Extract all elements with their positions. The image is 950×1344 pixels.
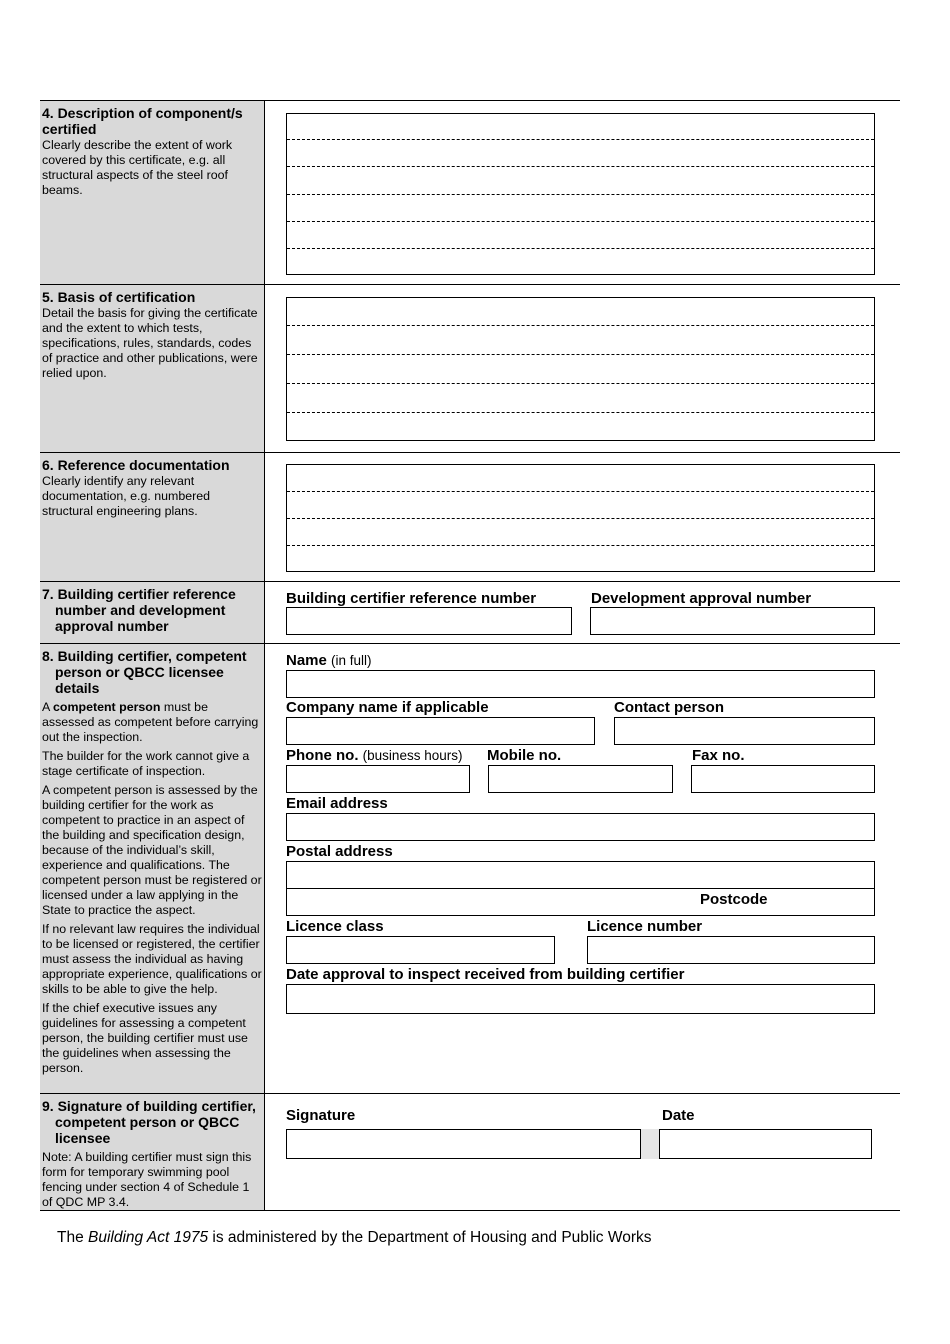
section-8-content — [265, 644, 900, 1093]
name-input[interactable] — [286, 670, 875, 698]
date-label: Date — [662, 1107, 695, 1124]
date-approval-input[interactable] — [286, 984, 875, 1014]
section-4-title: 4. Description of component/s certified — [42, 105, 243, 137]
section-9 — [40, 1093, 900, 1211]
contact-person-input[interactable] — [614, 717, 875, 745]
section-6-content — [265, 453, 900, 581]
development-approval-input[interactable] — [590, 607, 875, 635]
date-input[interactable] — [659, 1129, 872, 1159]
mobile-input[interactable] — [488, 765, 673, 793]
section-8-title: 8. Building certifier, competent person or QBCC licensee details — [42, 648, 247, 696]
component-description-textarea[interactable] — [286, 113, 875, 275]
contact-person-label: Contact person — [614, 699, 725, 716]
section-8-label-panel — [40, 644, 265, 1093]
email-input[interactable] — [286, 813, 875, 841]
certifier-reference-input[interactable] — [286, 607, 572, 635]
mobile-label: Mobile no. — [487, 747, 562, 764]
section-4-label-panel — [40, 101, 265, 284]
section-7-content — [265, 582, 900, 643]
name-label: Name (in full) — [286, 652, 372, 669]
date-approval-label: Date approval to inspect received from building certifier — [286, 966, 685, 983]
phone-label: Phone no. (business hours) — [286, 747, 463, 764]
competent-person-paragraph: A competent person must be assessed as competent before carrying out the inspection. — [42, 700, 259, 744]
signature-input[interactable] — [286, 1129, 641, 1159]
section-4-description: Clearly describe the extent of work covered by this certificate, e.g. all structural aspects of the steel roof beams. — [42, 138, 233, 197]
section-7-title: 7. Building certifier reference number and development approval number — [42, 586, 236, 634]
section-5-label-panel — [40, 285, 265, 452]
section-6-description: Clearly identify any relevant documentation, e.g. numbered structural engineering plans. — [42, 474, 211, 518]
fax-input[interactable] — [691, 765, 875, 793]
guidelines-paragraph: If the chief executive issues any guidelines for assessing a competent person, the building certifier must use the guidelines when assessing the person. — [42, 1001, 248, 1075]
section-4 — [40, 100, 900, 284]
section-4-content — [265, 101, 900, 284]
reference-documentation-textarea[interactable] — [286, 464, 875, 572]
section-5-description: Detail the basis for giving the certificate and the extent to which tests, specifications, rules, standards, codes of practice and other publications, were relied upon. — [42, 306, 258, 380]
section-6-label-panel — [40, 453, 265, 581]
section-8 — [40, 643, 900, 1093]
section-7-label-panel — [40, 582, 265, 643]
section-5-content — [265, 285, 900, 452]
signature-label: Signature — [286, 1107, 356, 1124]
section-6-title: 6. Reference documentation — [42, 457, 230, 473]
certifier-reference-label: Building certifier reference number — [286, 590, 537, 607]
licence-class-input[interactable] — [286, 936, 555, 964]
licence-number-input[interactable] — [587, 936, 875, 964]
section-9-note: Note: A building certifier must sign this form for temporary swimming pool fencing under section 4 of Schedule 1 of QDC MP 3.4. — [42, 1150, 252, 1209]
basis-of-certification-textarea[interactable] — [286, 297, 875, 441]
company-name-input[interactable] — [286, 717, 595, 745]
builder-paragraph: The builder for the work cannot give a stage certificate of inspection. — [42, 749, 250, 778]
section-5-title: 5. Basis of certification — [42, 289, 196, 305]
section-7 — [40, 581, 900, 643]
section-6 — [40, 452, 900, 581]
assessment-paragraph: A competent person is assessed by the building certifier for the work as competent to practice in an aspect of the building and specification design, because of the individual’s skill, experience and qualifications. The competent person must be registered or licensed under a law applying in the State to practice the aspect. — [42, 783, 262, 917]
footer-text: The Building Act 1975 is administered by the Department of Housing and Public Works — [57, 1229, 652, 1246]
phone-input[interactable] — [286, 765, 470, 793]
licence-number-label: Licence number — [587, 918, 703, 935]
email-label: Email address — [286, 795, 388, 812]
no-relevant-law-paragraph: If no relevant law requires the individual to be licensed or registered, the certifier must assess the individual as having appropriate experience, qualifications or skills to be able to give the help. — [42, 922, 262, 996]
company-name-label: Company name if applicable — [286, 699, 489, 716]
signature-gap — [641, 1129, 659, 1159]
section-9-title: 9. Signature of building certifier, competent person or QBCC licensee — [42, 1098, 256, 1146]
section-5 — [40, 284, 900, 452]
postcode-label: Postcode — [700, 891, 768, 908]
postal-address-label: Postal address — [286, 843, 393, 860]
section-9-content — [265, 1094, 900, 1210]
fax-label: Fax no. — [692, 747, 745, 764]
postal-address-input[interactable] — [286, 861, 875, 916]
section-9-label-panel — [40, 1094, 265, 1210]
licence-class-label: Licence class — [286, 918, 384, 935]
development-approval-label: Development approval number — [591, 590, 812, 607]
